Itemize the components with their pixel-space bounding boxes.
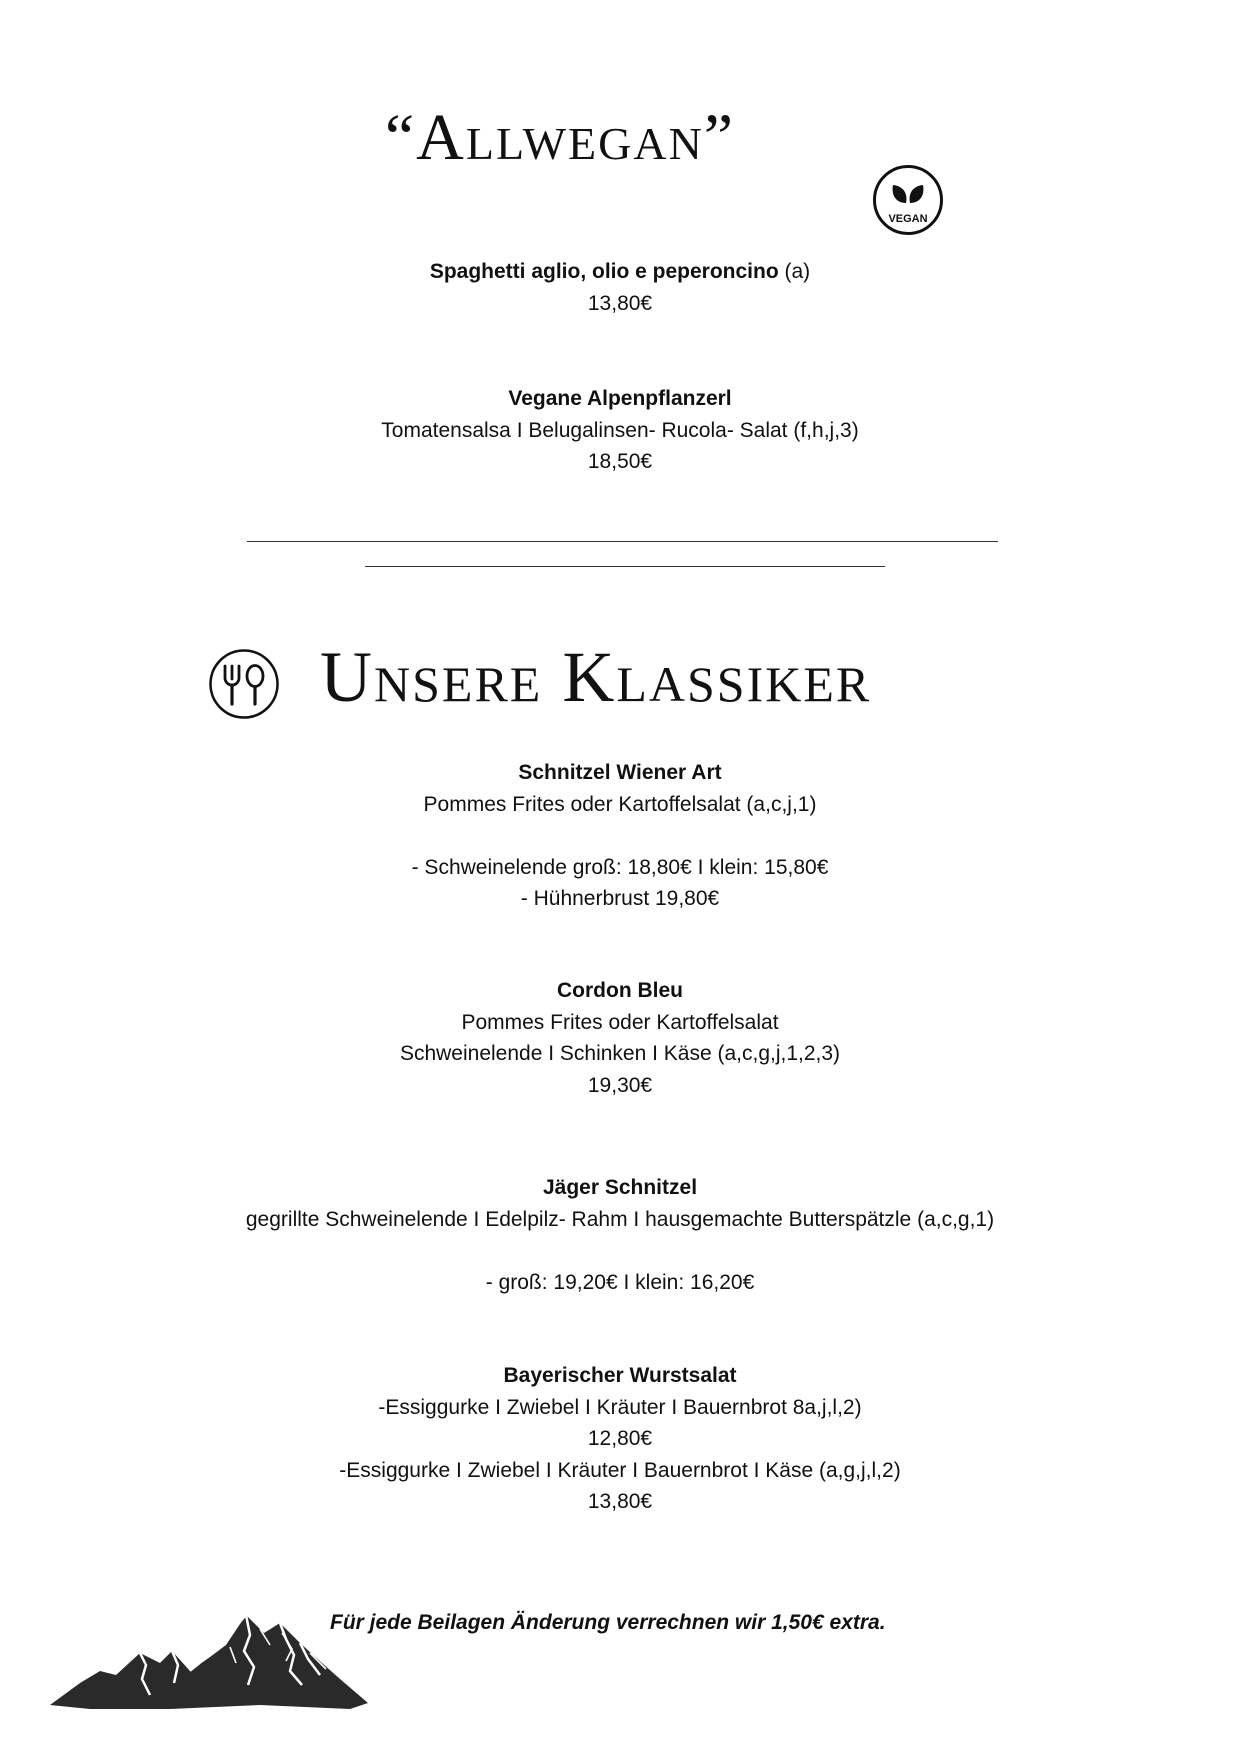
dish-description: Schweinelende I Schinken I Käse (a,c,g,j,1,2,3) (399, 1042, 841, 1065)
menu-item-cordon-bleu (0, 975, 1240, 1101)
dish-price: 12,80€ (587, 1427, 653, 1450)
dish-option: - Schweinelende groß: 18,80€ I klein: 15,80€ (411, 855, 829, 879)
dish-name: Vegane Alpenpflanzerl (508, 387, 732, 410)
menu-item-spaghetti (0, 256, 1240, 319)
menu-item-alpenpflanzerl (0, 383, 1240, 478)
dish-description: -Essiggurke I Zwiebel I Kräuter I Bauernbrot 8a,j,l,2) (378, 1395, 862, 1419)
dish-description: -Essiggurke I Zwiebel I Kräuter I Bauernbrot I Käse (a,g,j,l,2) (339, 1458, 901, 1482)
dish-description: Tomatensalsa I Belugalinsen- Rucola- Salat (f,h,j,3) (381, 418, 859, 442)
dish-description: Pommes Frites oder Kartoffelsalat (461, 1010, 779, 1034)
dish-name: Cordon Bleu (557, 979, 683, 1002)
dish-option: - groß: 19,20€ I klein: 16,20€ (485, 1270, 755, 1294)
dish-name: Schnitzel Wiener Art (518, 761, 722, 784)
cutlery-badge (208, 648, 280, 720)
dish-name: Spaghetti aglio, olio e peperoncino (429, 260, 779, 283)
divider-line-long (247, 541, 998, 542)
divider-line-short (365, 566, 885, 567)
dish-option: - Hühnerbrust 19,80€ (520, 887, 720, 910)
mountain-illustration (50, 1605, 368, 1711)
footer-note: Für jede Beilagen Änderung verrechnen wir 1,50€ extra. (330, 1611, 886, 1634)
dish-price: 18,50€ (587, 450, 653, 473)
dish-name: Jäger Schnitzel (542, 1176, 698, 1199)
fork-spoon-icon (208, 648, 280, 720)
vegan-leaf-icon (872, 164, 944, 236)
dish-allergens: (a) (778, 260, 811, 283)
dish-name: Bayerischer Wurstsalat (503, 1364, 737, 1387)
menu-item-jaeger-schnitzel (0, 1172, 1240, 1298)
vegan-badge (872, 164, 944, 236)
dish-price: 19,30€ (587, 1073, 653, 1097)
dish-price: 13,80€ (587, 291, 653, 315)
vegan-section-title: “Allwegan” (384, 101, 736, 174)
menu-item-wurstsalat (0, 1360, 1240, 1518)
menu-item-schnitzel-wiener-art (0, 757, 1240, 915)
classics-section-title: Unsere Klassiker (320, 637, 872, 717)
dish-price: 13,80€ (587, 1490, 653, 1513)
dish-description: Pommes Frites oder Kartoffelsalat (a,c,j,1) (423, 792, 817, 816)
vegan-badge-label: VEGAN (888, 213, 928, 225)
mountain-illustration-icon (50, 1605, 368, 1711)
dish-description: gegrillte Schweinelende I Edelpilz- Rahm I hausgemachte Butterspätzle (a,c,g,1) (245, 1207, 995, 1231)
